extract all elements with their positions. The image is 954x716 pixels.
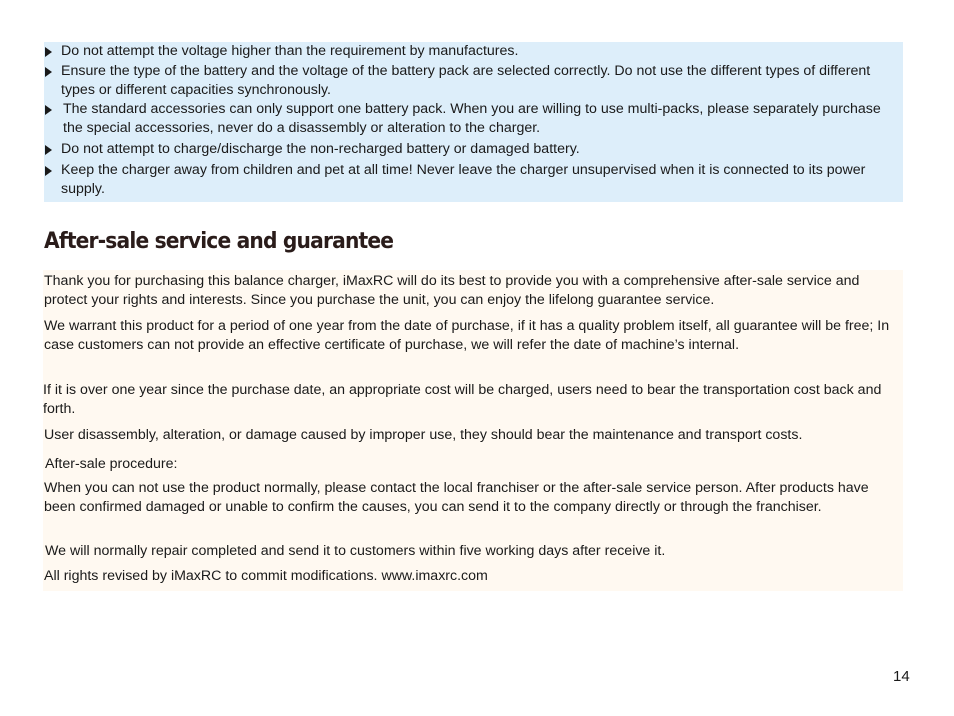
paragraph-over-one-year: If it is over one year since the purchase date, an appropriate cost will be charged, users need to bear the transportation cost back and forth. — [43, 382, 882, 417]
section-title: After-sale service and guarantee — [44, 229, 394, 254]
page-number: 14 — [893, 668, 910, 685]
warning-text: Do not attempt to charge/discharge the non-recharged battery or damaged battery. — [61, 141, 580, 157]
paragraph-thanks: Thank you for purchasing this balance charger, iMaxRC will do its best to provide you with a comprehensive after-sale service and protect your rights and interests. Since you purchase the unit, you can enjoy the lifelong guarantee service. — [44, 273, 860, 308]
paragraph-procedure-heading: After-sale procedure: — [45, 456, 178, 472]
warning-list — [44, 42, 903, 202]
warning-text: Keep the charger away from children and pet at all time! Never leave the charger unsupervised when it is connected to its power supply. — [61, 162, 866, 197]
paragraph-warranty: We warrant this product for a period of one year from the date of purchase, if it has a quality problem itself, all guarantee will be free; In case customers can not provide an effective certificate of purchase, we will refer the date of machine’s internal. — [44, 318, 890, 353]
warning-text: Ensure the type of the battery and the voltage of the battery pack are selected correctly. Do not use the different types of different types or different capacities synchronously. — [61, 63, 871, 98]
warning-text: Do not attempt the voltage higher than the requirement by manufactures. — [61, 43, 519, 59]
triangle-bullet-icon — [45, 67, 52, 77]
triangle-bullet-icon — [45, 166, 52, 176]
triangle-bullet-icon — [45, 145, 52, 155]
paragraph-procedure: When you can not use the product normally, please contact the local franchiser or the after-sale service person. After products have been confirmed damaged or unable to confirm the causes, you can send it to the company directly or through the franchiser. — [44, 480, 869, 515]
paragraph-rights: All rights revised by iMaxRC to commit modifications. www.imaxrc.com — [44, 568, 488, 584]
paragraph-repair-time: We will normally repair completed and send it to customers within five working days after receive it. — [45, 543, 666, 559]
paragraph-user-damage: User disassembly, alteration, or damage caused by improper use, they should bear the maintenance and transport costs. — [44, 427, 803, 443]
triangle-bullet-icon — [45, 105, 52, 115]
warning-text: The standard accessories can only support one battery pack. When you are willing to use multi-packs, please separately purchase the special accessories, never do a disassembly or alteration to the charger. — [63, 101, 881, 136]
triangle-bullet-icon — [45, 47, 52, 57]
after-sale-info — [43, 270, 903, 591]
